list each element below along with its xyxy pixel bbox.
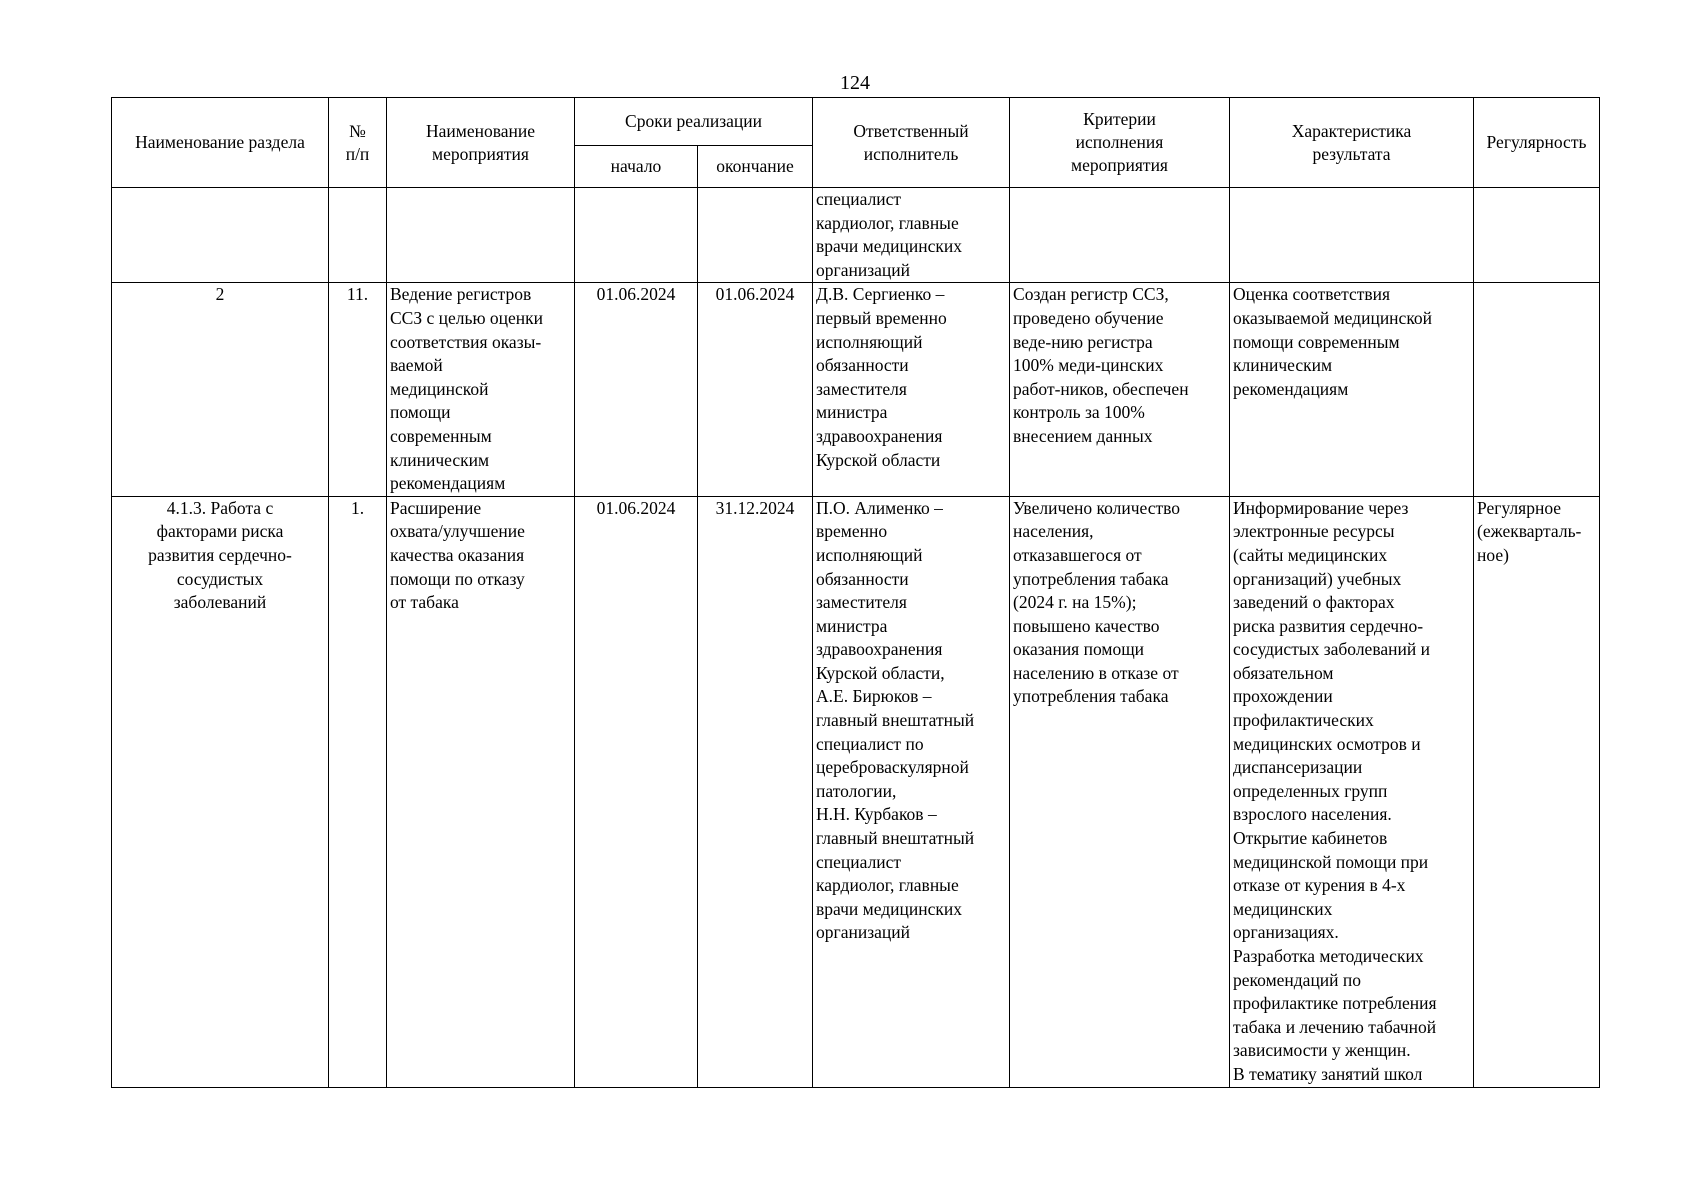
cell-line: оказания помощи [1013,639,1145,660]
cell-line: развития сердечно- [148,544,292,565]
cell-line: министра [816,402,888,423]
cell-line: работ-ников, обеспечен [1013,378,1189,399]
cell-section [112,496,329,1087]
cell-line: патологии, [816,780,897,801]
cell-line: специалист по [816,733,924,754]
cell-line: определенных групп [1233,780,1388,801]
cell-line: обязанности [816,568,909,589]
table-header [112,98,1600,188]
cell-line: ваемой [390,355,443,376]
cell-event [387,188,575,283]
cell-line: электронные ресурсы [1233,521,1395,542]
cell-line: специалист [816,189,902,209]
activity-plan-table [111,97,1600,1088]
header-regularity: Регулярность [1474,98,1600,188]
cell-line: помощи по отказу [390,568,525,589]
header-number-line1: № [349,120,366,141]
cell-line: специалист [816,851,902,872]
cell-line: рекомендациям [1233,378,1349,399]
header-period-start: начало [575,146,698,188]
cell-line: Регулярное [1477,497,1562,518]
cell-line: Н.Н. Курбаков – [816,804,937,825]
cell-line: охвата/улучшение [390,521,525,542]
cell-line: Курской области [816,449,941,470]
cell-section [112,283,329,496]
cell-line: 4.1.3. Работа с [166,497,274,518]
cell-line: заведений о факторах [1233,592,1395,613]
cell-line: Разработка методических [1233,946,1424,966]
cell-line: врачи медицинских [816,898,962,919]
cell-line: Расширение [390,497,482,518]
cell-line: рекомендаций по [1233,969,1362,990]
cell-line: употребления табака [1013,568,1169,589]
table-body [112,188,1600,1088]
cell-line: медицинских осмотров и [1233,733,1421,754]
header-event-name: Наименование мероприятия [387,98,575,188]
cell-start-date: 01.06.2024 [575,496,698,1087]
cell-line: организаций) учебных [1233,568,1402,589]
cell-end-date [698,188,813,283]
cell-line: врачи медицинских [816,236,962,257]
cell-line: Увеличено количество [1013,497,1181,518]
cell-line: министра [816,615,888,636]
table-row [112,188,1600,283]
cell-line: здравоохранения [816,425,943,446]
cell-line: Оценка соответствия [1233,284,1391,305]
cell-line: рекомендациям [390,473,506,494]
cell-line: клиническим [1233,355,1333,376]
cell-line: прохождении [1233,686,1333,707]
cell-line: употребления табака [1013,686,1169,707]
cell-line: от табака [390,592,459,613]
cell-responsible [813,496,1010,1087]
cell-line: цереброваскулярной [816,757,969,778]
cell-line: факторами риска [156,521,284,542]
cell-line: взрослого населения. [1233,804,1392,825]
cell-result [1230,496,1474,1087]
cell-line: профилактике потребления [1233,993,1437,1014]
cell-regularity [1474,283,1600,496]
cell-section [112,188,329,283]
header-period-end: окончание [698,146,813,188]
cell-line: сосудистых заболеваний и [1233,639,1430,660]
cell-start-date: 01.06.2024 [575,283,698,496]
cell-start-date [575,188,698,283]
cell-line: зависимости у женщин. [1233,1040,1411,1061]
cell-line: исполняющий [816,544,923,565]
cell-line: заместителя [816,378,907,399]
cell-criteria [1010,188,1230,283]
cell-line: помощи современным [1233,331,1400,352]
header-period: Сроки реализации [575,98,813,146]
cell-line: кардиолог, главные [816,875,959,896]
cell-number: 11. [329,283,387,496]
header-number [329,98,387,188]
cell-line: главный внештатный [816,710,975,731]
cell-line: диспансеризации [1233,757,1363,778]
cell-line: внесением данных [1013,425,1153,446]
cell-line: населения, [1013,521,1094,542]
cell-line: табака и лечению табачной [1233,1016,1437,1037]
cell-line: повышено качество [1013,615,1160,636]
cell-line: здравоохранения [816,639,943,660]
header-responsible: Ответственный исполнитель [813,98,1010,188]
cell-line: А.Е. Бирюков – [816,686,932,707]
cell-line: Д.В. Сергиенко – [816,284,945,305]
cell-line: современным [390,425,492,446]
cell-line: отказе от курения в 4-х [1233,875,1406,896]
cell-line: (2024 г. на 15%); [1013,592,1137,613]
cell-line: профилактических [1233,710,1374,731]
cell-line: контроль за 100% [1013,402,1145,423]
cell-line: качества оказания [390,544,525,565]
cell-number: 1. [329,496,387,1087]
cell-event [387,496,575,1087]
cell-regularity [1474,188,1600,283]
cell-regularity [1474,496,1600,1087]
cell-line: медицинской помощи при [1233,851,1429,872]
cell-line: исполняющий [816,331,923,352]
cell-line: П.О. Алименко – [816,497,943,518]
cell-line: сосудистых [176,568,264,589]
cell-line: кардиолог, главные [816,212,959,233]
cell-line: отказавшегося от [1013,544,1142,565]
header-criteria: Критерии исполнения мероприятия [1010,98,1230,188]
cell-line: В тематику занятий школ [1233,1063,1423,1084]
cell-line: проведено обучение [1013,307,1164,328]
cell-responsible [813,188,1010,283]
cell-line: заместителя [816,592,907,613]
cell-result [1230,188,1474,283]
cell-line: 2 [215,284,225,305]
cell-number [329,188,387,283]
cell-line: ССЗ с целью оценки [390,307,544,328]
cell-line: временно [816,521,888,542]
cell-line: соответствия оказы- [390,331,542,352]
cell-line: населению в отказе от [1013,662,1179,683]
cell-line: медицинской [390,378,489,399]
cell-line: заболеваний [173,592,267,613]
header-section: Наименование раздела [112,98,329,188]
cell-line: 100% меди-цинских [1013,355,1164,376]
header-number-line2: п/п [345,143,370,164]
cell-line: обязательном [1233,662,1334,683]
header-result: Характеристика результата [1230,98,1474,188]
cell-line: организациях. [1233,922,1339,943]
cell-line: оказываемой медицинской [1233,307,1433,328]
cell-line: Открытие кабинетов [1233,828,1388,849]
cell-responsible [813,283,1010,496]
cell-result [1230,283,1474,496]
cell-line: Создан регистр ССЗ, [1013,284,1169,305]
cell-line: организаций [816,922,910,943]
cell-line: Курской области, [816,662,945,683]
cell-line: (сайты медицинских [1233,544,1388,565]
cell-line: первый временно [816,307,947,328]
cell-line: риска развития сердечно- [1233,615,1424,636]
cell-line: ное) [1477,544,1509,565]
cell-line: веде-нию регистра [1013,331,1153,352]
cell-event [387,283,575,496]
cell-criteria [1010,496,1230,1087]
cell-line: помощи [390,402,451,423]
cell-end-date: 31.12.2024 [698,496,813,1087]
table-row [112,496,1600,1087]
cell-line: клиническим [390,449,490,470]
cell-line: Ведение регистров [390,284,532,305]
table-row [112,283,1600,496]
page-number: 124 [840,72,870,94]
cell-line: (ежекварталь- [1477,521,1582,542]
cell-end-date: 01.06.2024 [698,283,813,496]
cell-line: главный внештатный [816,828,975,849]
cell-line: организаций [816,259,910,280]
cell-criteria [1010,283,1230,496]
cell-line: Информирование через [1233,497,1409,518]
cell-line: медицинских [1233,898,1333,919]
cell-line: обязанности [816,355,909,376]
